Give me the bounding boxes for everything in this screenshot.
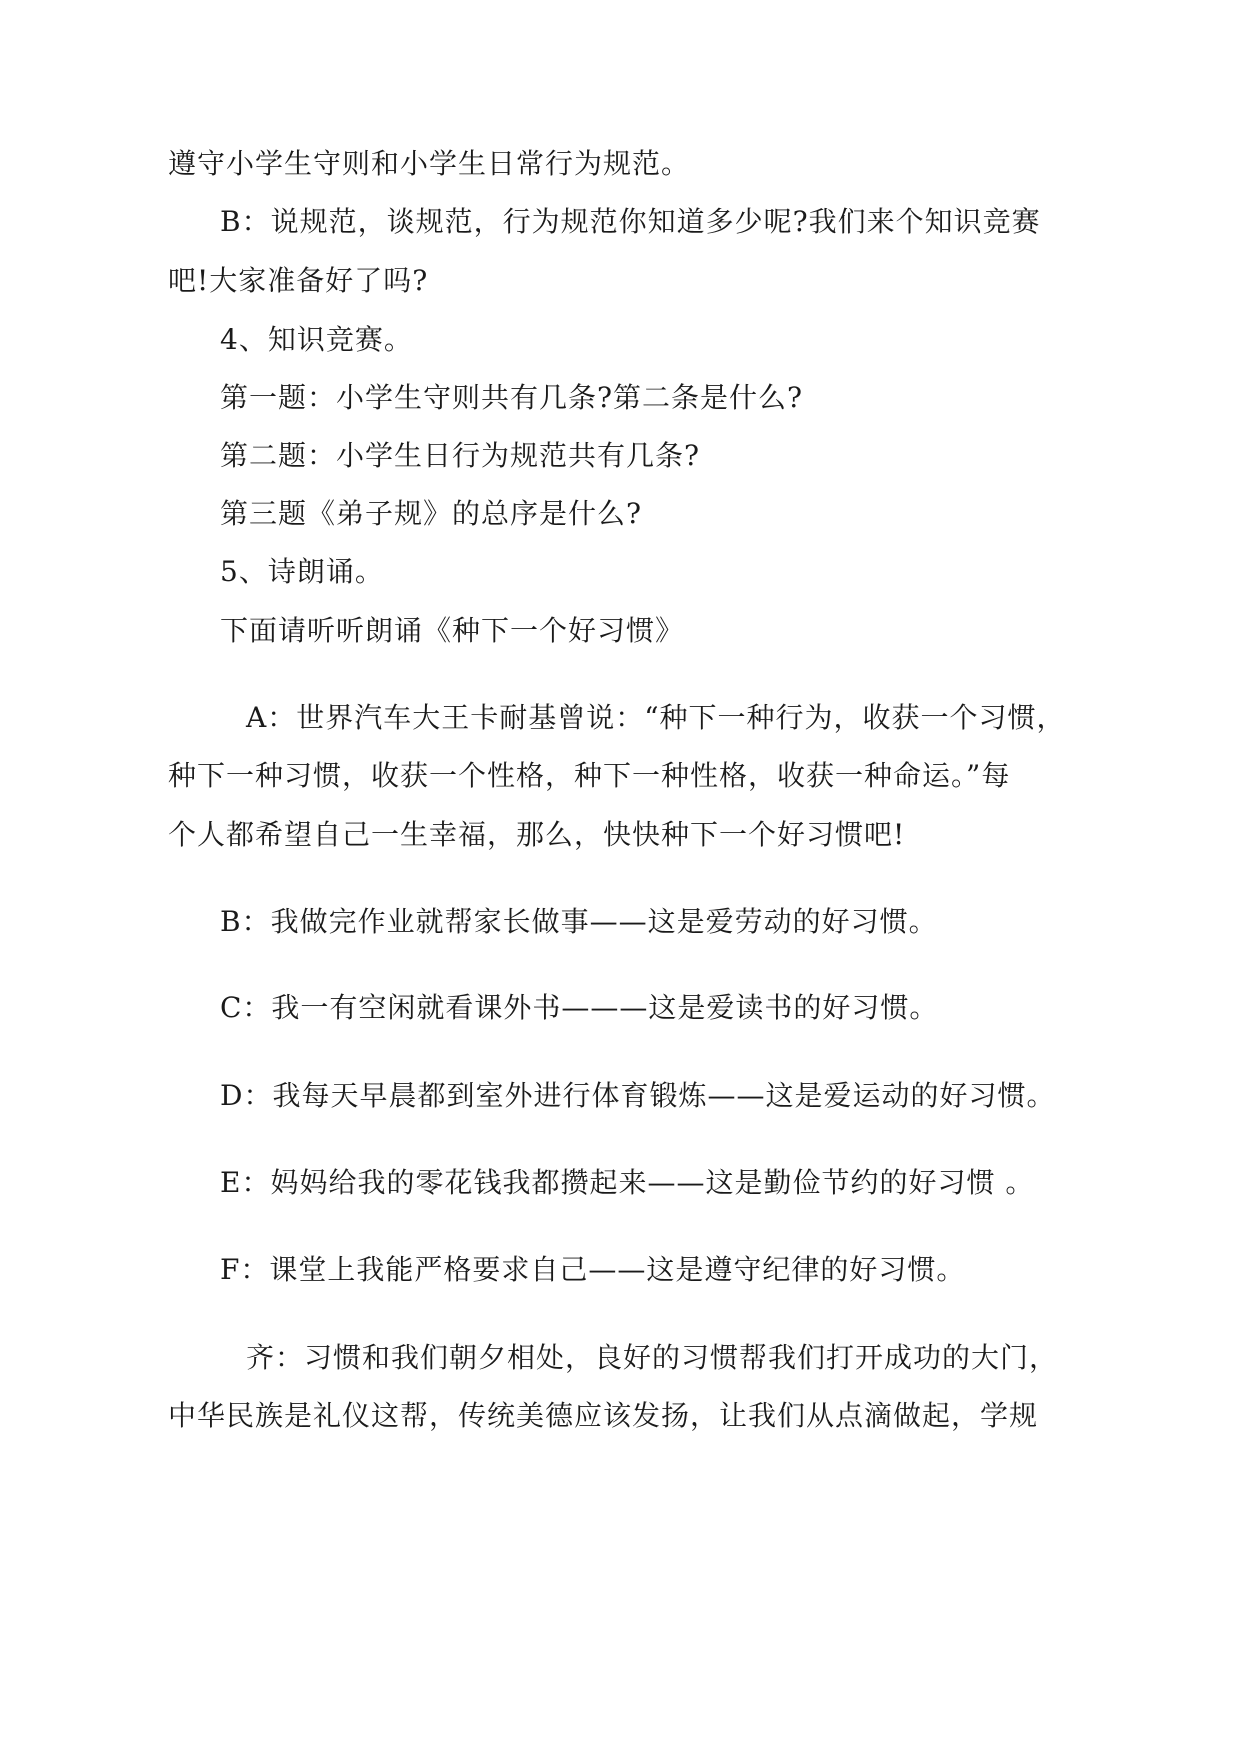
text-line: 4、知识竞赛。 <box>220 323 413 356</box>
text-line: 齐：习惯和我们朝夕相处，良好的习惯帮我们打开成功的大门， <box>246 1341 1059 1374</box>
text-line: F：课堂上我能严格要求自己——这是遵守纪律的好习惯。 <box>220 1253 966 1286</box>
text-line: C：我一有空闲就看课外书———这是爱读书的好习惯。 <box>220 991 939 1024</box>
text-line: A：世界汽车大王卡耐基曾说：“种下一种行为，收获一个习惯， <box>246 701 1066 734</box>
text-line: 第一题：小学生守则共有几条?第二条是什么? <box>220 381 804 414</box>
text-line: 第三题《弟子规》的总序是什么? <box>220 497 643 530</box>
text-line: 个人都希望自己一生幸福，那么，快快种下一个好习惯吧! <box>168 818 906 851</box>
text-line: 吧!大家准备好了吗? <box>168 264 429 297</box>
text-line: 下面请听听朗诵《种下一个好习惯》 <box>220 614 685 647</box>
text-line: E：妈妈给我的零花钱我都攒起来——这是勤俭节约的好习惯 。 <box>220 1166 1035 1199</box>
text-line: B：说规范，谈规范，行为规范你知道多少呢?我们来个知识竞赛 <box>220 205 1041 238</box>
text-line: 5、诗朗诵。 <box>220 555 384 588</box>
text-line: 中华民族是礼仪这帮，传统美德应该发扬，让我们从点滴做起，学规 <box>168 1399 1039 1432</box>
text-line: 第二题：小学生日行为规范共有几条? <box>220 439 701 472</box>
text-line: 遵守小学生守则和小学生日常行为规范。 <box>168 147 691 180</box>
text-line: D：我每天早晨都到室外进行体育锻炼——这是爱运动的好习惯。 <box>220 1079 1056 1112</box>
text-line: 种下一种习惯，收获一个性格，种下一种性格，收获一种命运。”每 <box>168 759 1011 792</box>
text-line: B：我做完作业就帮家长做事——这是爱劳动的好习惯。 <box>220 905 938 938</box>
